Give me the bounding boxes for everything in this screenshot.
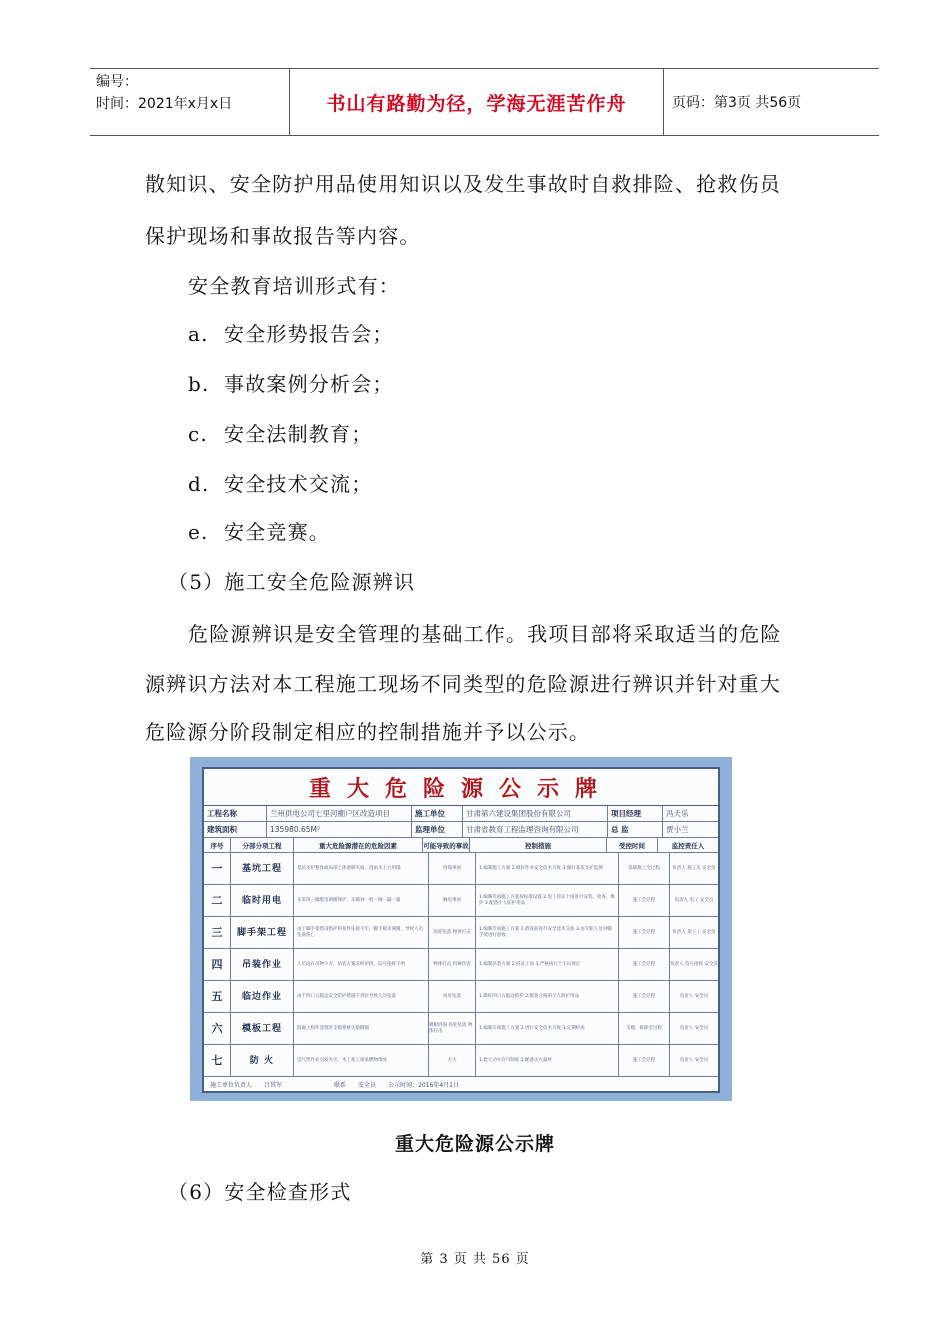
row-time: 施工全过程 [619,1045,670,1076]
row-measures: 1.建立动火许可制度 2.配备灭火器材 [476,1045,619,1076]
row-person: 负责人 安全员 [679,1025,709,1031]
manager-value: 冯天乐 [666,809,689,818]
header-meta [90,69,290,135]
figure-caption: 重大危险源公示牌 [394,1133,555,1155]
table-row [204,1045,718,1077]
row-measures: 1.编制专项施工方案按标准设置 2.电工持证上岗进行安装、检查、维护 3.配备个人防护用品 [476,885,619,916]
row-accident: 模板坍塌 高处坠落 物体打击 [429,1013,476,1044]
column-header: 监控责任人 [671,841,705,850]
row-risk: 未采用三级配电两级保护，未做到一机一闸一漏一箱 [294,885,429,916]
builder-label: 施工单位 [412,806,463,821]
hazard-sign-photo [190,757,732,1101]
area-value: 135980.65M² [267,822,412,837]
row-person: 负责人 安全员 [679,993,709,999]
chief-value: 贾小兰 [666,825,689,834]
safety-label: 安全员 [358,1081,377,1089]
list-item [188,520,330,544]
row-time: 基础施工全过程 [619,853,670,884]
row-number: 五 [204,981,231,1012]
table-row [204,981,718,1013]
training-heading: 安全教育培训形式有： [188,274,400,298]
column-header: 控制措施 [470,838,607,852]
section-heading: （6）安全检查形式 [168,1180,352,1204]
row-accident: 高处坠落 [429,981,476,1012]
paragraph-line: 保护现场和事故报告等内容。 [145,224,421,248]
row-time: 支模、拆除全过程 [619,1013,670,1044]
paragraph-line: 散知识、安全防护用品使用知识以及发生事故时自救排险、抢救伤员 [145,172,781,196]
row-accident: 触电事故 [429,885,476,916]
row-time: 施工全过程 [619,917,670,948]
row-accident: 坍塌事故 [429,853,476,884]
row-project: 防 火 [231,1045,294,1076]
supervisor-value: 甘肃省教育工程监理咨询有限公司 [463,822,608,837]
row-project: 吊装作业 [231,949,294,980]
row-time: 施工全过程 [619,885,670,916]
row-risk: 电气焊作业引发火灾，木工加工场易燃物堆放 [294,1045,429,1076]
paragraph-line: 危险源辨识是安全管理的基础工作。我项目部将采取适当的危险 [188,622,782,646]
page-footer: 第 3 页 共 56 页 [420,1252,530,1267]
row-person: 负责人 安全员 [679,1057,709,1063]
supervisor-label: 监理单位 [412,822,463,837]
row-project: 模板工程 [231,1013,294,1044]
paragraph-line: 源辨识方法对本工程施工现场不同类型的危险源进行辨识并针对重大 [145,672,781,696]
list-marker: e. [188,520,209,544]
row-measures: 1.编制专项施工方案 2.进行安全技术交底 3.定期检查 [476,1013,619,1044]
sign-column-headers [204,838,718,853]
list-item-text: 安全技术交流； [224,472,373,496]
row-measures: 1.编制专项施工方案 2.搭设前进行安全技术交底 3.由专职人员对脚手架进行验收 [476,917,619,948]
phone-label: 联系 [334,1081,347,1089]
list-item-text: 安全竞赛。 [224,520,330,544]
row-risk: 人员站在吊物下方，吊装方案未经审批，信号指挥不明 [294,949,429,980]
table-row [204,1013,718,1045]
project-value: 兰州供电公司七里河棚户区改造项目 [267,806,412,821]
row-accident: 火灾 [429,1045,476,1076]
row-accident: 高处坠落 物体打击 [429,917,476,948]
table-row [204,917,718,949]
row-measures: 1.编制吊装方案 2.持证上岗 3.严格执行十不吊规定 [476,949,619,980]
section-heading: （5）施工安全危险源辨识 [168,570,416,594]
row-risk: 基坑支护整体或局部土体滑移失稳，因雨水土方坍塌 [294,853,429,884]
row-number: 七 [204,1045,231,1076]
sign-info-row [204,806,718,822]
list-marker: a. [188,322,209,346]
list-marker: c. [188,422,208,446]
list-item-text: 安全形势报告会； [224,322,394,346]
announce-date: 公示时间：2016年4月1日 [388,1081,459,1089]
list-item-text: 安全法制教育； [224,422,373,446]
row-risk: 由于四口五临边安全防护措施不到位导致人员坠落 [294,981,429,1012]
page-header [90,68,879,136]
table-row [204,949,718,981]
header-motto: 书山有路勤为径，学海无涯苦作舟 [290,69,664,135]
row-number: 二 [204,885,231,916]
sign-info-row [204,822,718,838]
project-label: 工程名称 [204,806,267,821]
row-person: 负责人 施工员 安全员 [672,865,716,871]
list-item [188,422,372,446]
row-measures: 1.编制施工方案 2.做好作业安全技术交底 3.做好基坑支护监测 [476,853,619,884]
header-number: 编号： [96,74,138,90]
list-item [188,472,372,496]
row-time: 施工全过程 [619,981,670,1012]
area-label: 建筑面积 [204,822,267,837]
row-number: 一 [204,853,231,884]
row-project: 脚手架工程 [231,917,294,948]
list-marker: b. [188,372,210,396]
hazard-sign-board [202,767,720,1093]
row-number: 六 [204,1013,231,1044]
row-number: 四 [204,949,231,980]
row-project: 基坑工程 [231,853,294,884]
row-person: 负责人 架子工 安全员 [672,929,716,935]
list-marker: d. [188,472,210,496]
sign-title: 重大危险源公示牌 [204,769,718,806]
column-header: 分部分项工程 [231,838,294,852]
row-measures: 1.做好四口五临边防护 2.配备合格的个人防护用品 [476,981,619,1012]
chief-label: 总 监 [608,822,663,837]
column-header: 受控时间 [607,838,658,852]
list-item [188,372,394,396]
table-row [204,853,718,885]
company-head-label: 施工单位负责人 [210,1081,253,1089]
manager-label: 项目经理 [608,806,663,821]
builder-value: 甘肃第六建设集团股份有限公司 [463,806,608,821]
row-risk: 由于脚手架搭设搭护和扣件连接不牢，脚手板未满铺，导致人员坠落伤亡 [294,917,429,948]
header-page-info: 页码：第3页 共56页 [672,95,802,111]
header-time: 时间：2021年x月x日 [96,96,233,112]
list-item-text: 事故案例分析会； [224,372,394,396]
column-header: 序号 [204,838,231,852]
company-head-value: 吕其军 [264,1081,283,1089]
row-time: 施工全过程 [619,949,670,980]
column-header: 可能导致的事故 [423,838,470,852]
sign-footer [204,1077,718,1091]
column-header: 重大危险源潜在的危险因素 [294,838,423,852]
row-risk: 混凝土构件浇筑时支模系统失稳倒塌 [294,1013,429,1044]
row-project: 临时用电 [231,885,294,916]
row-accident: 物体打击 机械伤害 [429,949,476,980]
list-item [188,322,394,346]
row-project: 临边作业 [231,981,294,1012]
row-person: 负责人 信号指挥 安全员 [670,961,718,967]
row-number: 三 [204,917,231,948]
paragraph-line: 危险源分阶段制定相应的控制措施并予以公示。 [145,720,591,744]
table-row [204,885,718,917]
row-person: 负责人 电工 安全员 [674,897,714,903]
